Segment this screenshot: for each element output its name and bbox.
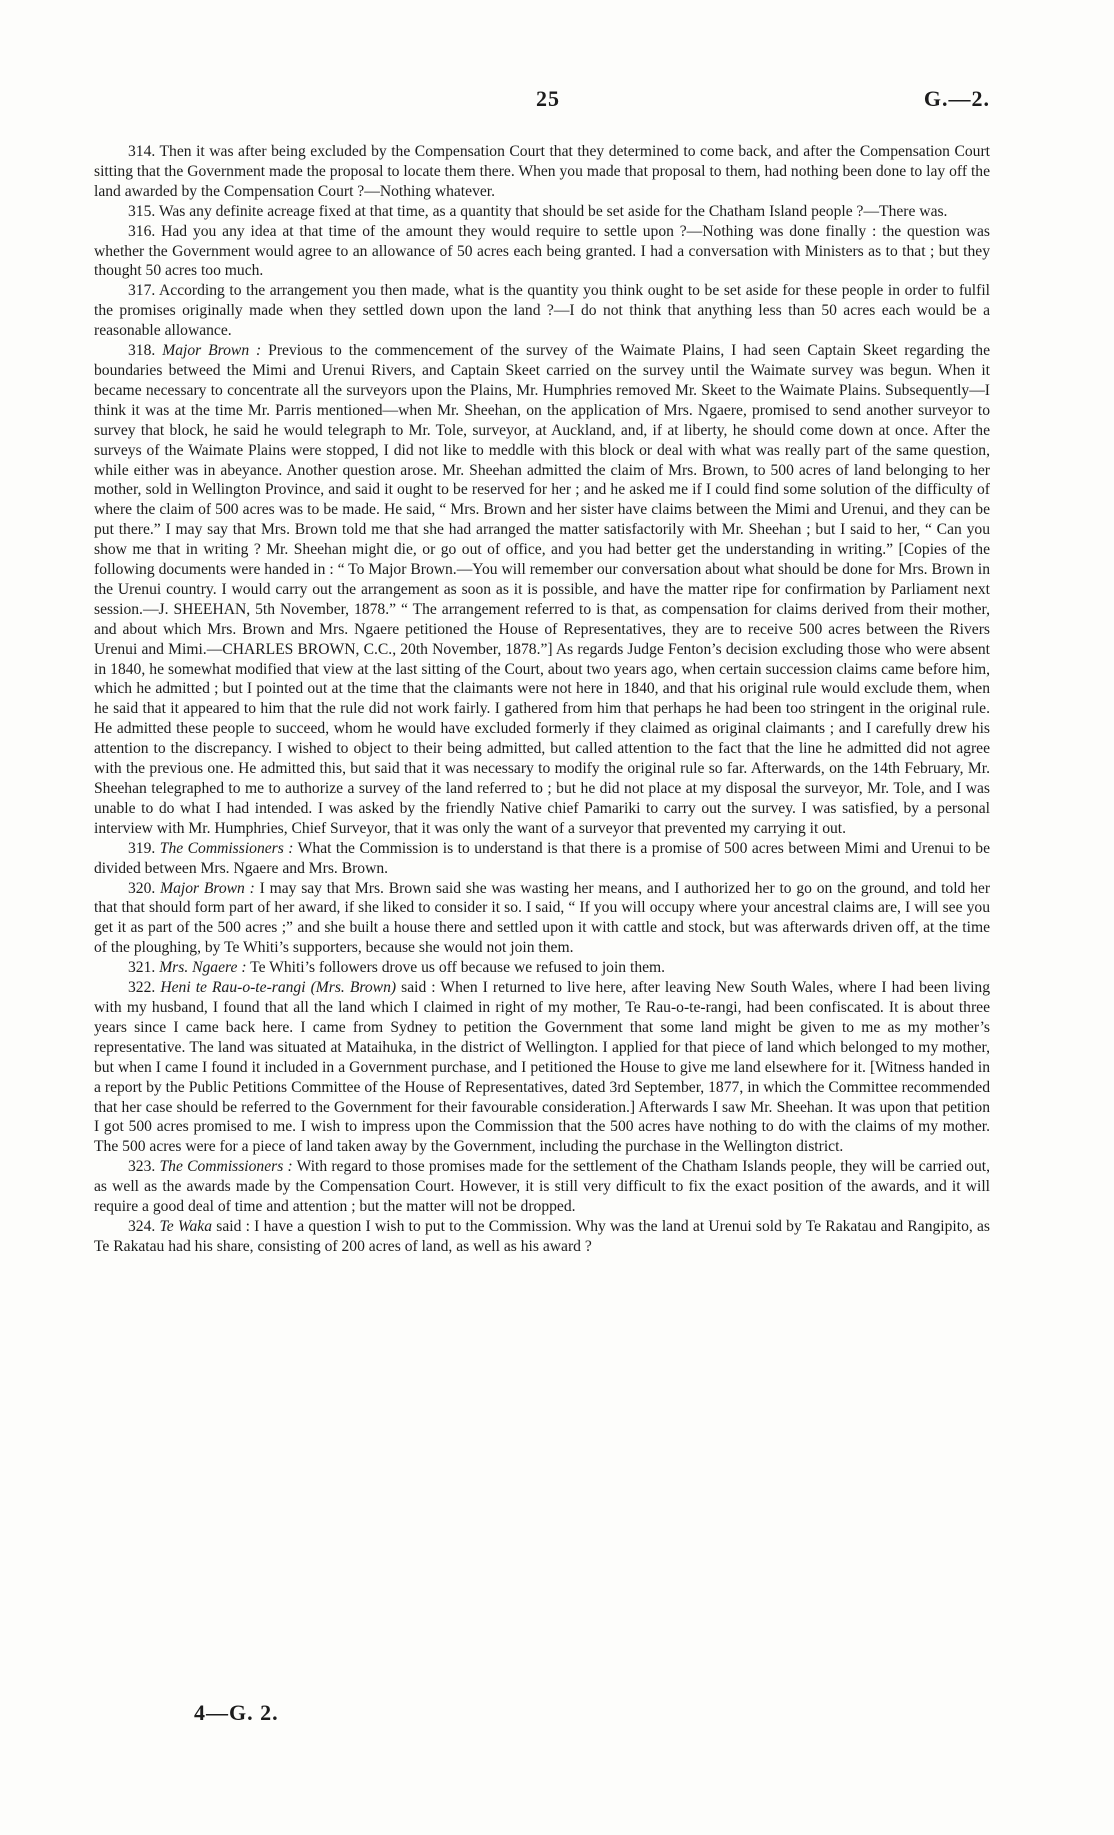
paragraph-320	[94, 879, 990, 959]
paragraph-319	[94, 839, 990, 879]
paragraph-322	[94, 978, 990, 1157]
paragraph-text: Te Whiti’s followers drove us off because we refused to join them.	[246, 959, 666, 977]
paragraph-321	[94, 958, 990, 978]
paragraph-text: said : When I returned to live here, after leaving New South Wales, where I had been living with my husband, I found that all the land which I claimed in right of my mother, Te Rau-o-te-rangi, had been confiscated. It is about three years since I came back here. I came from Sydney to petition the Government that some land might be given to me as my mother’s representative. The land was situated at Mataihuka, in the district of Wellington. I applied for that piece of land which belonged to my mother, but when I came I found it included in a Government purchase, and I petitioned the House to give me land elsewhere for it. [Witness handed in a report by the Public Petitions Committee of the House of Representatives, dated 3rd September, 1877, in which the Committee recommended that her case should be referred to the Government for their favourable consideration.] Afterwards I saw Mr. Sheehan. It was upon that petition I got 500 acres promised to me. I wish to impress upon the Commission that the 500 acres have nothing to do with the claims of my mother. The 500 acres were for a piece of land taken away by the Government, including the purchase in the Wellington district.	[94, 979, 991, 1156]
paragraph-text: What the Commission is to understand is that there is a promise of 500 acres between Mimi and Urenui to be divided between Mrs. Ngaere and Mrs. Brown.	[94, 839, 990, 877]
paragraph-text: 315. Was any definite acreage fixed at that time, as a quantity that should be set aside for the Chatham Island people ?—There was.	[128, 202, 948, 220]
paragraph-number: 319.	[128, 839, 160, 857]
paragraph-number: 323.	[128, 1158, 160, 1176]
paragraph-number: 324.	[128, 1217, 160, 1235]
paragraph-text: 314. Then it was after being excluded by the Compensation Court that they determined to come back, and after the Compensation Court sitting that the Government made the proposal to locate them there. When you made that proposal to them, had nothing been done to lay off the land awarded by the Compensation Court ?—Nothing whatever.	[94, 143, 990, 200]
paragraph-number: 322.	[128, 979, 161, 997]
document-body	[94, 142, 990, 1257]
paragraph-315	[94, 202, 990, 222]
speaker-name: Major Brown :	[162, 342, 262, 360]
paragraph-text: said : I have a question I wish to put to the Commission. Why was the land at Urenui sold by Te Rakatau and Rangipito, as Te Rakatau had his share, consisting of 200 acres of land, as well as his award ?	[94, 1217, 991, 1255]
signature-mark: 4—G. 2.	[194, 1700, 279, 1725]
paragraph-text: Previous to the commencement of the survey of the Waimate Plains, I had seen Captain Skeet regarding the boundaries betweed the Mimi and Urenui Rivers, and Captain Skeet carried on the survey until the Waimate survey was begun. When it became necessary to concentrate all the surveyors upon the Plains, Mr. Humphries removed Mr. Skeet to the Waimate Plains. Subsequently—I think it was at the time Mr. Parris mentioned—when Mr. Sheehan, on the application of Mrs. Ngaere, promised to send another surveyor to survey that block, he said he would telegraph to Mr. Tole, surveyor, at Auckland, and, if at liberty, he should come down at once. After the surveys of the Waimate Plains were stopped, I did not like to meddle with this block or deal with what was really part of the same question, while either was in abeyance. Another question arose. Mr. Sheehan admitted the claim of Mrs. Brown, to 500 acres of land belonging to her mother, sold in Wellington Province, and said it ought to be reserved for her ; and he asked me if I could find some solution of the difficulty of where the claim of 500 acres was to be made. He said, “ Mrs. Brown and her sister have claims between the Mimi and Urenui, and they can be put there.” I may say that Mrs. Brown told me that she had arranged the matter satisfactorily with Mr. Sheehan ; but I said to her, “ Can you show me that in writing ? Mr. Sheehan might die, or go out of office, and you had better get the understanding in writing.” [Copies of the following documents were handed in : “ To Major Brown.—You will remember our conversation about what should be done for Mrs. Brown in the Urenui country. I would carry out the arrangement as soon as it is possible, and have the matter ripe for confirmation by Parliament next session.—J. SHEEHAN, 5th November, 1878.” “ The arrangement referred to is that, as compensation for claims derived from their mother, and about which Mrs. Brown and Mrs. Ngaere petitioned the House of Representatives, they are to receive 500 acres between the Rivers Urenui and Mimi.—CHARLES BROWN, C.C., 20th November, 1878.”] As regards Judge Fenton’s decision excluding those who were absent in 1840, he somewhat modified that view at the last sitting of the Court, about two years ago, when certain succession claims came before him, which he admitted ; but I pointed out at the time that the claimants were not here in 1840, and that his original rule would exclude them, when he said that it appeared to him that the rule did not work fairly. I gathered from him that perhaps he had been too stringent in the original rule. He admitted these people to succeed, whom he would have excluded formerly if they claimed as original claimants ; and I carefully drew his attention to the discrepancy. I wished to object to their being admitted, but called attention to the fact that the line he admitted did not agree with the previous one. He admitted this, but said that it was necessary to modify the original rule so far. Afterwards, on the 14th February, Mr. Sheehan telegraphed to me to authorize a survey of the land referred to ; but he did not place at my disposal the surveyor, Mr. Tole, and I was unable to do what I had intended. I was asked by the friendly Native chief Pamariki to carry out the survey. I was satisfied, by a personal interview with Mr. Humphries, Chief Surveyor, that it was only the want of a surveyor that prevented my carrying it out.	[94, 342, 991, 837]
paragraph-318	[94, 341, 990, 839]
speaker-name: Mrs. Ngaere :	[159, 959, 247, 977]
paragraph-text: With regard to those promises made for the settlement of the Chatham Islands people, they will be carried out, as well as the awards made by the Compensation Court. However, it is still very difficult to fix the exact position of the awards, and it will require a good deal of time and attention ; but the matter will not be dropped.	[94, 1158, 991, 1216]
paragraph-text: 317. According to the arrangement you then made, what is the quantity you think ought to be set aside for these people in order to fulfil the promises originally made when they settled down upon the land ?—I do not think that anything less than 50 acres each would be a reasonable allowance.	[94, 282, 990, 340]
page-number: 25	[536, 86, 560, 111]
paragraph-324	[94, 1217, 990, 1257]
speaker-name: Heni te Rau-o-te-rangi (Mrs. Brown)	[160, 979, 397, 997]
paragraph-317	[94, 281, 990, 341]
speaker-name: The Commissioners :	[159, 839, 294, 857]
paragraph-text: 316. Had you any idea at that time of the amount they would require to settle upon ?—Nothing was done finally : the question was whether the Government would agree to an allowance of 50 acres each being granted. I had a conversation with Ministers as to that ; but they thought 50 acres too much.	[94, 222, 990, 280]
paragraph-316	[94, 222, 990, 282]
paragraph-text: I may say that Mrs. Brown said she was wasting her means, and I authorized her to go on the ground, and told her that that should form part of her award, if she liked to consider it so. I said, “ If you will occupy where your ancestral claims are, I will see you get it as part of the 500 acres ;” and she built a house there and settled upon it with cattle and stock, but was afterwards driven off, at the time of the ploughing, by Te Whiti’s supporters, because she would not join them.	[94, 879, 991, 957]
speaker-name: Te Waka	[159, 1217, 213, 1235]
document-reference: G.—2.	[923, 86, 990, 111]
paragraph-314	[94, 142, 990, 202]
paragraph-number: 318.	[128, 342, 163, 360]
speaker-name: Major Brown :	[160, 879, 255, 897]
speaker-name: The Commissioners :	[159, 1158, 293, 1176]
paragraph-number: 320.	[128, 879, 161, 897]
paragraph-323	[94, 1157, 990, 1217]
paragraph-number: 321.	[128, 959, 160, 977]
